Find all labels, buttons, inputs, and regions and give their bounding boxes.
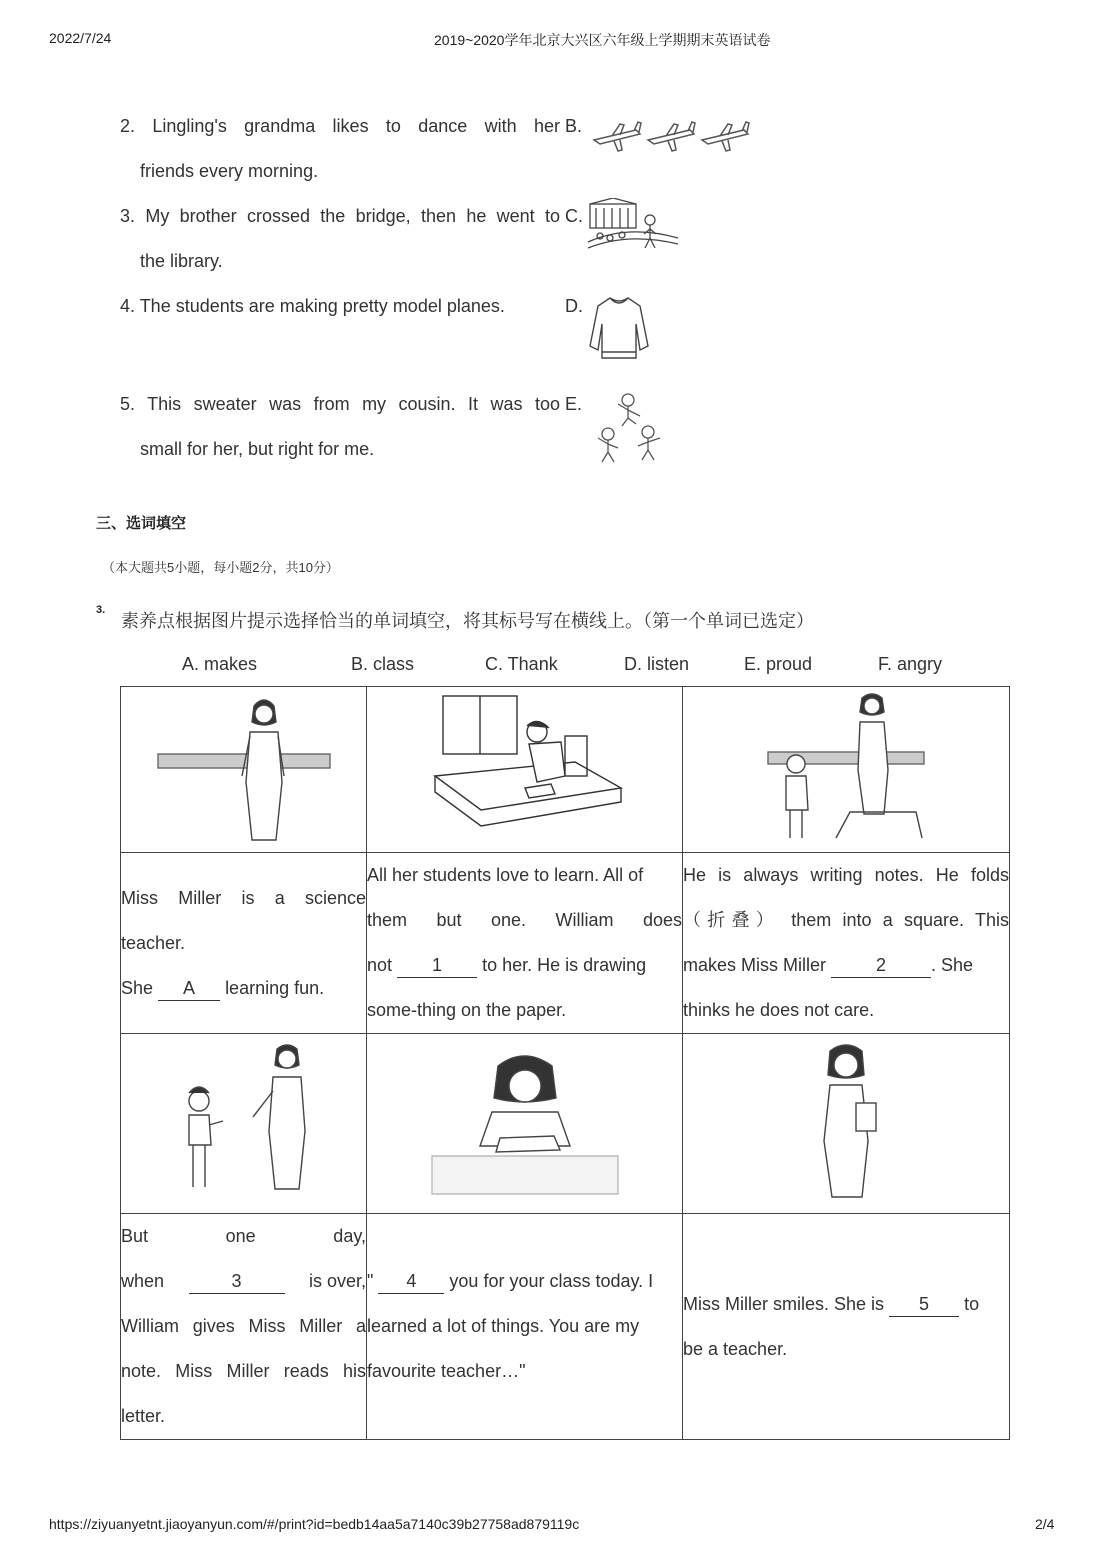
item-text-line: 4. The students are making pretty model planes. [120, 296, 505, 316]
dancer-icon [638, 426, 660, 460]
teacher-reading-note-picture [430, 1046, 620, 1196]
answer-blank: 4 [378, 1269, 444, 1294]
answer-blank: A [158, 976, 220, 1001]
story-cell-1 [121, 853, 367, 1034]
paper-icon [525, 784, 555, 798]
picture-cell [121, 687, 367, 853]
boy-shirt-icon [189, 1115, 211, 1145]
cell-line: （折叠） them into a square. This [683, 910, 1009, 930]
story-cell-5 [367, 1214, 683, 1440]
word-choice-e: E. proud [744, 654, 813, 674]
cell-line: is over, [308, 1271, 366, 1291]
word-choice-a: A. makes [182, 654, 258, 674]
boy-giving-note-picture [169, 1041, 319, 1201]
desk-icon [432, 1156, 618, 1194]
airplane-icon [702, 122, 749, 151]
teacher-face-icon [255, 705, 273, 723]
airplane-icon [594, 122, 641, 151]
cell-line: William gives Miss Miller a [121, 1316, 366, 1336]
word-choice-d: D. listen [624, 654, 690, 674]
chair-icon [565, 736, 587, 776]
cell-line: learning fun. [225, 977, 325, 998]
cell-line: be a teacher. [683, 1339, 788, 1359]
teacher-smiling-picture [786, 1041, 906, 1201]
section-title: 三、选词填空 [96, 515, 187, 532]
cell-line: . She [931, 955, 974, 975]
boy-figure-icon [645, 215, 655, 225]
word-choice-b: B. class [351, 654, 415, 674]
option-letter-e: E. [565, 394, 583, 414]
item-text-line: friends every morning. [140, 161, 319, 181]
cell-line: to [964, 1294, 980, 1314]
boy-drawing-at-desk-picture [425, 692, 625, 842]
boy-head-icon [189, 1091, 209, 1111]
text-row [121, 853, 1010, 1034]
matching-item-5 [120, 382, 560, 472]
note-icon [856, 1103, 876, 1131]
cell-line: He is always writing notes. He folds [683, 865, 1009, 885]
library-building-icon [590, 204, 636, 228]
word-choice-c: C. Thank [485, 654, 558, 674]
answer-blank: 5 [889, 1292, 959, 1317]
cell-line: when [121, 1271, 165, 1291]
item-text-line: 5. This sweater was from my cousin. It was too [120, 394, 560, 414]
page-number: 2/4 [1035, 1516, 1055, 1532]
airplane-icon [648, 122, 695, 151]
answer-blank: 3 [189, 1269, 285, 1294]
cell-line: makes Miss Miller [683, 955, 827, 975]
cell-line: to her. He is drawing [482, 955, 647, 975]
picture-row [121, 1034, 1010, 1214]
print-date: 2022/7/24 [49, 30, 112, 46]
question-prompt: 素养点根据图片提示选择恰当的单词填空，将其标号写在横线上。（第一个单词已选定） [121, 611, 814, 631]
dancer-icon [618, 394, 640, 426]
dancing-people-picture [592, 390, 668, 466]
cell-line: some-thing on the paper. [367, 1000, 567, 1020]
teacher-dress-icon [269, 1077, 305, 1189]
teacher-face-icon [509, 1070, 541, 1102]
option-letter-b: B. [565, 116, 583, 136]
story-table [120, 686, 1010, 1440]
matching-item-2 [120, 104, 560, 194]
question-number: 3. [96, 604, 106, 616]
airplanes-picture [590, 116, 752, 156]
document-title: 2019~2020学年北京大兴区六年级上学期期末英语试卷 [434, 32, 771, 48]
footer-url[interactable]: https://ziyuanyetnt.jiaoyanyun.com/#/print?id=bedb14aa5a7140c39b27758ad879119c [49, 1516, 580, 1532]
teacher-face-icon [834, 1053, 858, 1077]
cell-line: letter. [121, 1406, 166, 1426]
cell-line: Miss Miller smiles. She is [683, 1294, 885, 1314]
cell-line: thinks he does not care. [683, 1000, 875, 1020]
option-letter-c: C. [565, 206, 583, 226]
cell-line: Miss Miller is a science [121, 887, 366, 908]
dancer-icon [598, 428, 618, 462]
answer-blank: 1 [397, 953, 477, 978]
boy-head-icon [787, 755, 805, 773]
matching-item-4 [120, 284, 560, 329]
section-subtitle: （本大题共5小题，每小题2分，共10分） [102, 560, 339, 575]
desk-icon [435, 762, 621, 810]
teacher-dress-icon [246, 732, 282, 840]
option-letter-d: D. [565, 296, 583, 316]
item-text-line: small for her, but right for me. [140, 439, 375, 459]
picture-cell [121, 1034, 367, 1214]
cell-line: not [367, 955, 393, 975]
picture-cell [683, 687, 1010, 853]
desk-icon [836, 812, 922, 838]
story-cell-2 [367, 853, 683, 1034]
cell-line: you for your class today. I [449, 1271, 654, 1291]
cell-line: them but one. William does [367, 910, 682, 930]
note-icon [496, 1136, 560, 1152]
story-cell-4 [121, 1214, 367, 1440]
story-cell-3 [683, 853, 1010, 1034]
bridge-library-picture [588, 198, 680, 256]
picture-cell [367, 687, 683, 853]
cell-line: note. Miss Miller reads his [121, 1361, 366, 1381]
cell-line: She [121, 977, 154, 998]
item-text-line: 3. My brother crossed the bridge, then he went to [120, 206, 560, 226]
cell-line: " [367, 1271, 374, 1291]
answer-blank: 2 [831, 953, 931, 978]
teacher-standing-picture [154, 692, 334, 842]
cell-line: But one day, [121, 1226, 366, 1246]
cell-line: teacher. [121, 932, 186, 953]
cell-line: favourite teacher…" [367, 1361, 526, 1381]
teacher-dress-icon [824, 1085, 868, 1197]
item-text-line: the library. [140, 251, 223, 271]
picture-cell [683, 1034, 1010, 1214]
picture-row [121, 687, 1010, 853]
cell-line: learned a lot of things. You are my [367, 1316, 640, 1336]
item-text-line: 2. Lingling's grandma likes to dance with her [120, 116, 560, 136]
teacher-dress-icon [858, 722, 888, 814]
boy-shirt-icon [529, 742, 565, 782]
matching-item-3 [120, 194, 560, 284]
picture-cell [367, 1034, 683, 1214]
sweater-icon [590, 298, 648, 358]
word-choice-f: F. angry [878, 654, 943, 674]
teacher-and-boy-picture [766, 692, 926, 842]
text-row [121, 1214, 1010, 1440]
cell-line: All her students love to learn. All of [367, 865, 644, 885]
story-cell-6 [683, 1214, 1010, 1440]
sweater-picture [588, 294, 650, 364]
